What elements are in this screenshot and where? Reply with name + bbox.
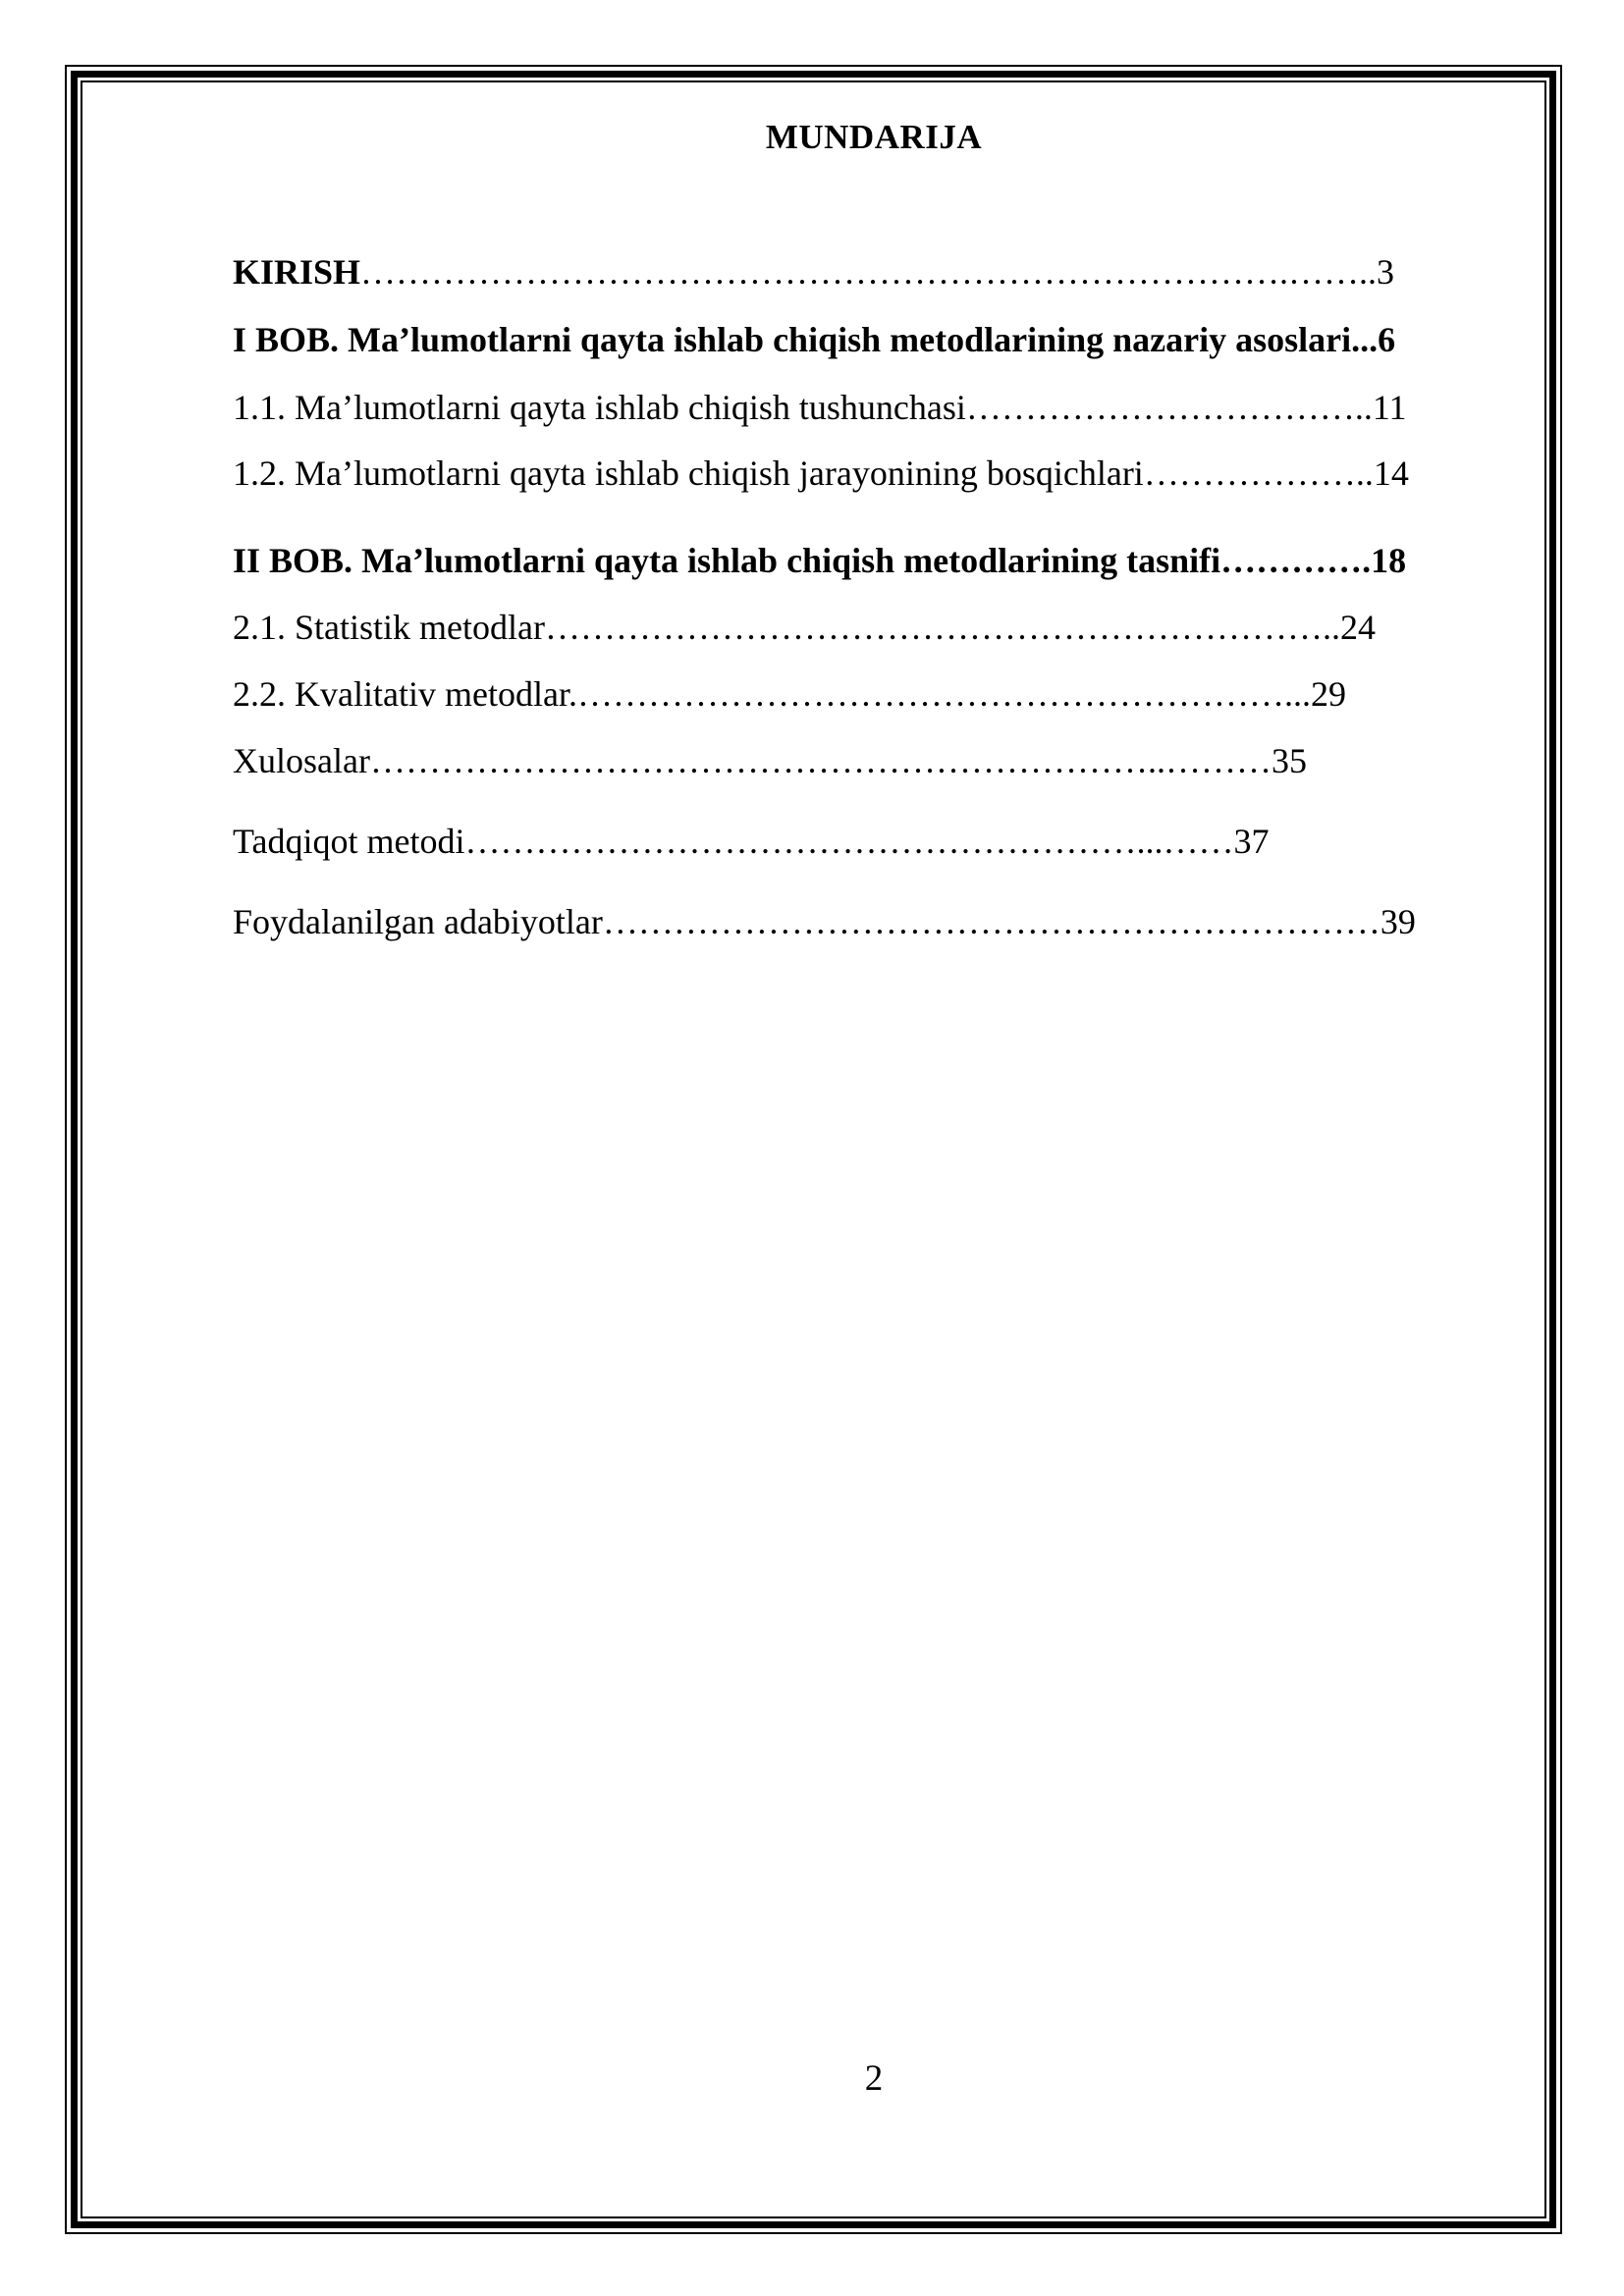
toc-entry-text: Tadqiqot metodi (233, 822, 465, 861)
toc-entry-page: 14 (1373, 454, 1409, 493)
toc-entry-xulosalar[interactable] (233, 739, 1509, 782)
toc-entry-1-1[interactable] (233, 386, 1509, 429)
toc-entry-leader: ... (1351, 320, 1379, 359)
toc-entry-text: 2.1. Statistik metodlar (233, 608, 545, 647)
toc-entry-page: 3 (1377, 252, 1395, 292)
toc-entry-bob-1[interactable] (233, 318, 1509, 361)
toc-entry-foydalanilgan-adabiyotlar[interactable] (233, 900, 1509, 943)
toc-entry-text: 1.2. Ma’lumotlarni qayta ishlab chiqish jarayonining bosqichlari (233, 454, 1144, 493)
toc-entry-leader: ………………………………………………………… (602, 902, 1380, 941)
toc-entry-page: 18 (1371, 541, 1407, 580)
toc-entry-page: 37 (1233, 822, 1270, 861)
toc-title: MUNDARIJA (765, 118, 983, 156)
toc-entry-leader: …………………………………………………...…… (464, 822, 1234, 861)
toc-entry-text: II BOB. Ma’lumotlarni qayta ishlab chiqish metodlarining tasnifi (233, 541, 1221, 580)
toc-entry-page: 35 (1271, 741, 1307, 780)
toc-entry-page: 6 (1378, 320, 1396, 359)
toc-entry-leader: ……………….. (1143, 454, 1374, 493)
toc-entry-tadqiqot-metodi[interactable] (233, 820, 1509, 863)
toc-entry-page: 29 (1310, 674, 1346, 714)
toc-entry-text: 2.2. Kvalitativ metodlar (233, 674, 568, 714)
toc-entry-page: 39 (1380, 902, 1416, 941)
toc-entry-leader: ………………………………………………………….. (544, 608, 1340, 647)
toc-entry-text: 1.1. Ma’lumotlarni qayta ishlab chiqish tushunchasi (233, 388, 966, 427)
toc-entry-leader: …………………………………………………………………….…….. (360, 252, 1378, 292)
toc-entry-text: Xulosalar (233, 741, 370, 780)
toc-entry-kirish[interactable] (233, 250, 1509, 294)
toc-entry-text: I BOB. Ma’lumotlarni qayta ishlab chiqish metodlarining nazariy asoslari (233, 320, 1352, 359)
toc-entry-page: 11 (1372, 388, 1407, 427)
toc-entry-bob-2[interactable] (233, 539, 1509, 582)
toc-entry-2-1[interactable] (233, 606, 1509, 649)
toc-entry-1-2[interactable] (233, 452, 1509, 495)
toc-entry-text: KIRISH (233, 252, 361, 292)
toc-entry-page: 24 (1339, 608, 1376, 647)
toc-entry-2-2[interactable] (233, 672, 1509, 716)
toc-entry-leader: …………………………………………………………..……… (369, 741, 1272, 780)
toc-entry-leader: …………………………….. (965, 388, 1373, 427)
toc-entry-text: Foydalanilgan adabiyotlar (233, 902, 603, 941)
toc-entry-leader: …………. (1220, 541, 1372, 580)
page-number: 2 (864, 2058, 884, 2099)
toc-entry-leader: .……………………………………………………... (568, 674, 1311, 714)
